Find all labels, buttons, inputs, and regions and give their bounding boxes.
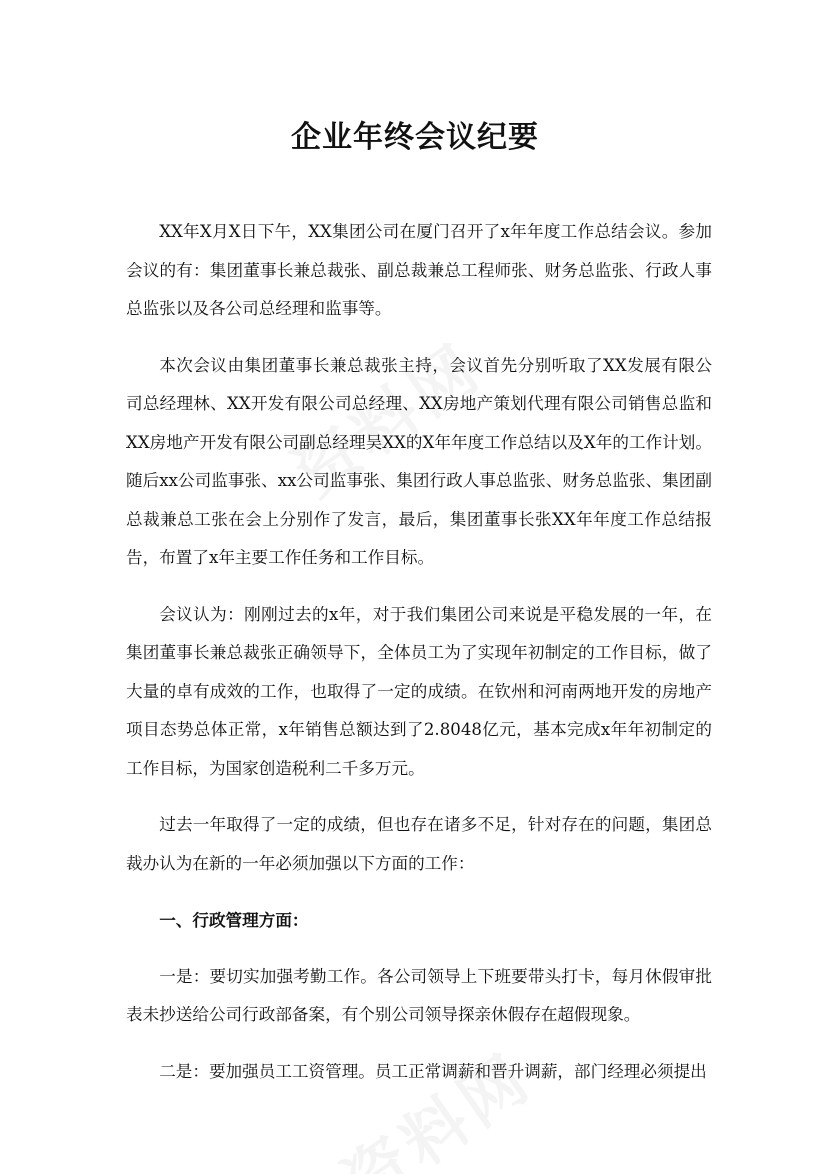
item-attendance: 一是：要切实加强考勤工作。各公司领导上下班要带头打卡，每月休假审批表未抄送给公司行政部备案，有个别公司领导探亲休假存在超假现象。: [126, 966, 712, 1024]
paragraph-meeting-overview: XX年X月X日下午，XX集团公司在厦门召开了x年年度工作总结会议。参加会议的有：集团董事长兼总裁张、副总裁兼总工程师张、财务总监张、行政人事总监张以及各公司总经理和监事等。: [126, 222, 712, 318]
paragraph-meeting-agenda: 本次会议由集团董事长兼总裁张主持，会议首先分别听取了XX发展有限公司总经理林、XX开发有限公司总经理、XX房地产策划代理有限公司销售总监和XX房地产开发有限公司副总经理吴XX的X年年度工作总结以及X年的工作计划。随后xx公司监事张、xx公司监事张、集团行政人事总监张、财务总监张、集团副总裁兼总工张在会上分别作了发言，最后，集团董事长张XX年年度工作总结报告，布置了x年主要工作任务和工作目标。: [126, 355, 712, 567]
paragraph-meeting-conclusion: 会议认为：刚刚过去的x年，对于我们集团公司来说是平稳发展的一年，在集团董事长兼总裁张正确领导下，全体员工为了实现年初制定的工作目标，做了大量的卓有成效的工作，也取得了一定的成绩。在钦州和河南两地开发的房地产项目态势总体正常，x年销售总额达到了2.8048亿元，基本完成x年年初制定的工作目标，为国家创造税利二千多万元。: [126, 604, 712, 778]
document-body: [126, 213, 712, 1109]
section-heading-administration: 一、行政管理方面：: [159, 910, 309, 930]
document-title: 企业年终会议纪要: [291, 120, 539, 155]
paragraph-shortcomings: 过去一年取得了一定的成绩，但也存在诸多不足，针对存在的问题，集团总裁办认为在新的一年必须加强以下方面的工作：: [126, 815, 712, 873]
item-salary-management: 二是：要加强员工工资管理。员工正常调薪和晋升调薪，部门经理必须提出: [159, 1061, 707, 1081]
